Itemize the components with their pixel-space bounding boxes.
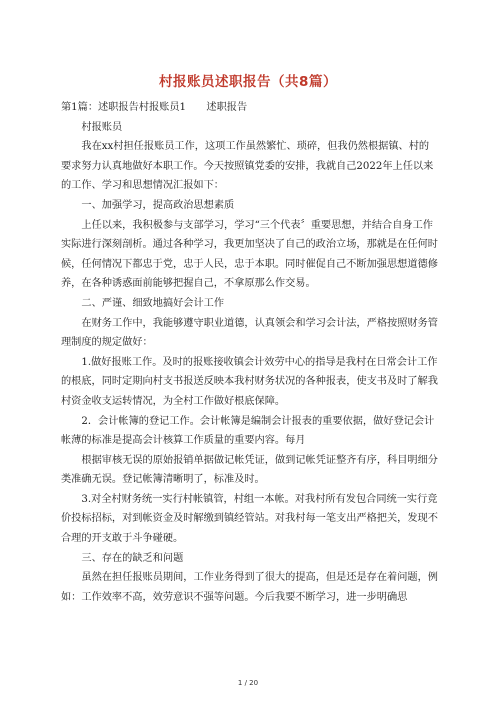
section-heading-3: 三、存在的缺乏和问题 [81,552,184,564]
paragraph-problems: 虽然在担任报账员期间，工作业务得到了很大的提高，但是还是存在着问题，例如：工作效率不高，效劳意识不强等问题。今后我要不断学习，进一步明确思 [61,572,438,603]
section-heading-1: 一、加强学习，提高政治思想素质 [81,199,235,211]
document-title: 村报账员述职报告（共8篇） [159,74,337,90]
chapter-heading: 第1篇：述职报告村报账员1 述职报告 [61,102,248,113]
paragraph-study: 上任以来，我积极参与支部学习，学习“三个代表〞重要思想，并结合自身工作实际进行深刻剖析。通过各种学习，我更加坚决了自己的政治立场，那就是在任何时候，任何情况下都忠于党，忠于人民，忠于本职。同时催促自己不断加强思想道德修养，在各种诱惑面前能够把握自己，不拿原那么作交易。 [61,219,438,290]
document-body [61,98,439,607]
paragraph-item-2: 2．会计帐簿的登记工作。会计帐簿是编制会计报表的重要依据，做好登记会计帐薄的标准是提高会计核算工作质量的重要内容。每月 [61,415,435,447]
paragraph-finance: 在财务工作中，我能够遵守职业道德，认真领会和学习会计法，严格按照财务管理制度的规定做好： [61,317,438,349]
section-heading-2: 二、严谨、细致地搞好会计工作 [81,297,225,309]
paragraph-item-2-cont: 根据审核无误的原始报销单据做记帐凭证，做到记帐凭证整齐有序，科目明细分类准确无误。登记帐簿清晰明了，标准及时。 [61,454,438,486]
paragraph-item-1: 1.做好报账工作。及时的报账接收镇会计效劳中心的指导是我村在日常会计工作的根底，同时定期向村支书报送反映本我村财务状况的各种报表，使支书及时了解我村资金收支运转情况，为全村工作做好根底保障。 [61,356,438,407]
page-number: 1 / 20 [237,679,259,687]
paragraph-author-role: 村报账员 [81,121,123,133]
paragraph-intro: 我在xx村担任报账员工作，这项工作虽然繁忙、琐碎，但我仍然根据镇、村的要求努力认真地做好本职工作。今天按照镇党委的安排，我就自己2022年上任以来的工作、学习和思想情况汇报如下： [61,141,434,192]
paragraph-item-3: 3.对全村财务统一实行村帐镇管，村组一本帐。对我村所有发包合同统一实行竞价投标招标，对到帐资金及时解缴到镇经管站。对我村每一笔支出严格把关，发现不合理的开支敢于斗争碰硬。 [61,493,438,545]
